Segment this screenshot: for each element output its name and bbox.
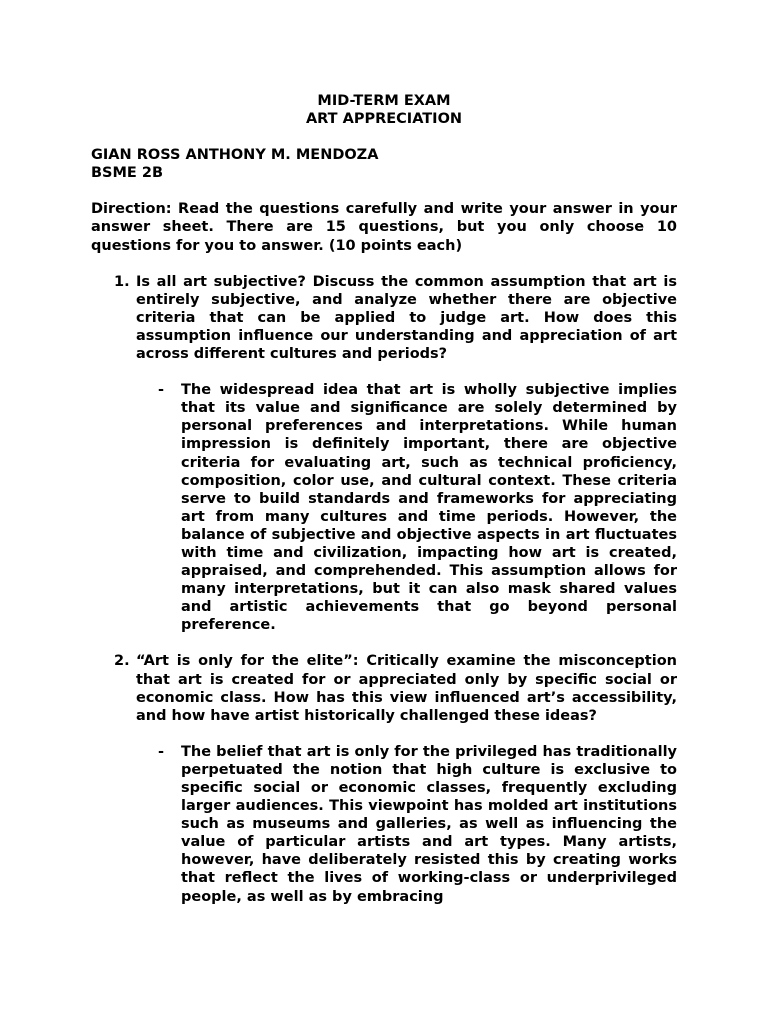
- student-section: BSME 2B: [91, 165, 164, 182]
- answer-text: The belief that art is only for the privileged has traditionally perpetuated the notion that high culture is exclusive to specific social or economic classes, frequently excluding larger audiences. This viewpoint has molded art institutions such as museums and galleries, as well as influencing the value of particular artists and art types. Many artists, however, have deliberately resisted this by creating works that reflect the lives of working-class or underprivileged people, as well as by embracing: [181, 743, 677, 905]
- question-item: [91, 273, 677, 635]
- exam-title: [91, 92, 677, 128]
- answer-dash: -: [158, 743, 165, 760]
- document-page: [91, 92, 677, 924]
- answer-dash: -: [158, 382, 165, 399]
- exam-title-line-1: MID-TERM EXAM: [317, 93, 451, 109]
- question-number: 1.: [114, 273, 130, 290]
- question-number: 2.: [114, 653, 130, 670]
- question-text: Is all art subjective? Discuss the common assumption that art is entirely subjective, and analyze whether there are objective criteria that can be applied to judge art. How does this assumption influence our understanding and appreciation of art across different cultures and periods?: [136, 273, 677, 363]
- question-item: [91, 652, 677, 905]
- answer-block: [136, 743, 677, 906]
- answer-text: The widespread idea that art is wholly subjective implies that its value and significance are solely determined by personal preferences and interpretations. While human impression is definitely important, there are objective criteria for evaluating art, such as technical proficiency, composition, color use, and cultural context. These criteria serve to build standards and frameworks for appreciating art from many cultures and time periods. However, the balance of subjective and objective aspects in art fluctuates with time and civilization, impacting how art is created, appraised, and comprehended. This assumption allows for many interpretations, but it can also mask shared values and artistic achievements that go beyond personal preference.: [181, 382, 677, 634]
- exam-title-line-2: ART APPRECIATION: [305, 111, 463, 128]
- student-info: [91, 146, 677, 182]
- exam-direction: Direction: Read the questions carefully and write your answer in your answer sheet. There are 15 questions, but you only choose 10 questions for you to answer. (10 points each): [91, 201, 677, 254]
- student-name: GIAN ROSS ANTHONY M. MENDOZA: [91, 147, 379, 164]
- question-list: [91, 273, 677, 906]
- answer-block: [136, 381, 677, 634]
- question-text: “Art is only for the elite”: Critically examine the misconception that art is created for or appreciated only by specific social or economic class. How has this view influenced art’s accessibility, and how have artist historically challenged these ideas?: [136, 653, 677, 724]
